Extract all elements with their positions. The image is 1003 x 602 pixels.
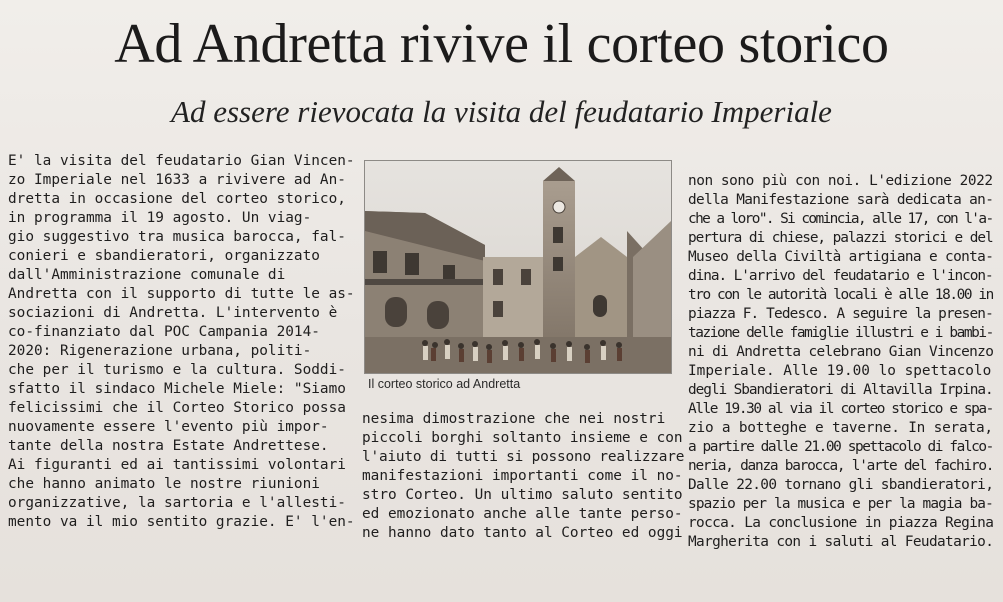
photo-illustration: [365, 161, 671, 373]
article-text-line: mento va il mio sentito grazie. E' l'en-: [8, 514, 355, 530]
article-text-line: che hanno animato le nostre riunioni: [8, 476, 320, 492]
article-text-line: zo Imperiale nel 1633 a rivivere ad An-: [8, 172, 346, 188]
photo-corteo-storico: [364, 160, 672, 374]
article-text-line: sfatto il sindaco Michele Miele: "Siamo: [8, 381, 346, 397]
article-text-line: Museo della Civiltà artigiana e conta-: [688, 249, 994, 265]
article-text-line: zio a botteghe e taverne. In serata,: [688, 420, 993, 436]
article-text-line: tro con le autorità locali è alle 18.00 in: [688, 287, 993, 303]
article-text-line: tante della nostra Estate Andrettese.: [8, 438, 329, 454]
article-text-line: stro Corteo. Un ultimo saluto sentito: [362, 487, 683, 503]
article-text-line: piazza F. Tedesco. A seguire la presen-: [688, 306, 993, 322]
article-text-line: Ai figuranti ed ai tantissimi volontari: [8, 457, 346, 473]
article-text-line: spazio per la musica e per la magia ba-: [688, 496, 993, 512]
article-text-line: tazione delle famiglie illustri e i bambi-: [688, 325, 993, 341]
article-text-line: felicissimi che il Corteo Storico possa: [8, 400, 346, 416]
article-text-line: Andretta con il supporto di tutte le as-: [8, 286, 355, 302]
article-text-line: nuovamente essere l'evento più impor-: [8, 419, 329, 435]
article-text-line: neria, danza barocca, l'arte del fachiro.: [688, 458, 994, 474]
article-text-line: ni di Andretta celebrano Gian Vincenzo: [688, 344, 994, 360]
article-text-line: 2020: Rigenerazione urbana, politi-: [8, 343, 312, 359]
article-text-line: pertura di chiese, palazzi storici e del: [688, 230, 993, 246]
article-text-line: Margherita con i saluti al Feudatario.: [688, 534, 994, 550]
article-text-line: ne hanno dato tanto al Corteo ed oggi: [362, 525, 683, 541]
article-text-line: che a loro". Si comincia, alle 17, con l'a-: [688, 211, 993, 227]
article-text-line: dina. L'arrivo del feudatario e l'incon-: [688, 268, 993, 284]
article-text-line: dretta in occasione del corteo storico,: [8, 191, 346, 207]
article-text-line: dall'Amministrazione comunale di: [8, 267, 286, 283]
article-text-line: degli Sbandieratori di Altavilla Irpina.: [688, 382, 993, 398]
article-text-line: che per il turismo e la cultura. Soddi-: [8, 362, 346, 378]
subheadline: Ad essere rievocata la visita del feudatario Imperiale: [171, 94, 832, 129]
photo-caption: Il corteo storico ad Andretta: [368, 377, 521, 391]
article-text-line: gio suggestivo tra musica barocca, fal-: [8, 229, 346, 245]
article-text-line: sociazioni di Andretta. L'intervento è: [8, 305, 338, 321]
article-text-line: conieri e sbandieratori, organizzato: [8, 248, 320, 264]
headline: Ad Andretta rivive il corteo storico: [114, 13, 889, 75]
article-text-line: in programma il 19 agosto. Un viag-: [8, 210, 312, 226]
article-text-line: co-finanziato dal POC Campania 2014-: [8, 324, 320, 340]
article-text-line: nesima dimostrazione che nei nostri: [362, 411, 666, 427]
article-text-line: Dalle 22.00 tornano gli sbandieratori,: [688, 477, 994, 493]
article-text-line: a partire dalle 21.00 spettacolo di falco-: [688, 439, 993, 455]
article-text-line: piccoli borghi soltanto insieme e con: [362, 430, 683, 446]
article-text-line: rocca. La conclusione in piazza Regina: [688, 515, 994, 531]
article-text-line: della Manifestazione sarà dedicata an-: [688, 192, 994, 208]
article-text-line: E' la visita del feudatario Gian Vincen-: [8, 153, 355, 169]
article-column-1: [8, 152, 358, 532]
article-column-2: [362, 410, 684, 543]
article-text-line: l'aiuto di tutti si possono realizzare: [362, 449, 685, 465]
article-text-line: Imperiale. Alle 19.00 lo spettacolo: [688, 363, 992, 379]
article-column-3: [688, 172, 993, 552]
article-text-line: ed emozionato anche alle tante perso-: [362, 506, 683, 522]
article-text-line: Alle 19.30 al via il corteo storico e spa-: [688, 401, 993, 417]
article-text-line: organizzative, la sartoria e l'allesti-: [8, 495, 346, 511]
article-text-line: manifestazioni importanti come il no-: [362, 468, 683, 484]
article-text-line: non sono più con noi. L'edizione 2022: [688, 173, 993, 189]
